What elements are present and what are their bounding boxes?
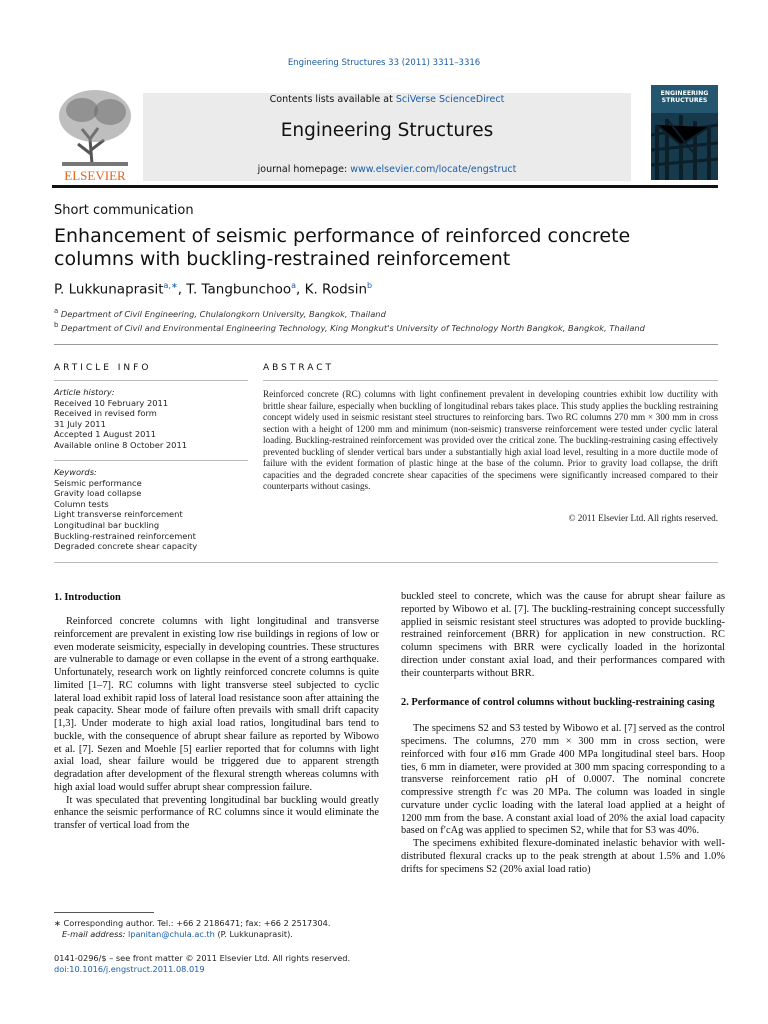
author-name: K. Rodsin [304,281,368,298]
keyword-item[interactable]: Degraded concrete shear capacity [54,541,198,552]
title-divider [54,344,718,345]
history-item: Received 10 February 2011 [54,397,169,408]
contents-prefix: Contents lists available at [269,94,396,105]
doi-link[interactable]: doi:10.1016/j.engstruct.2011.08.019 [54,964,205,974]
elsevier-logo [52,84,138,184]
paragraph: It was speculated that preventing longitudinal bar buckling would greatly enhance the seismic performance of RC columns since it would eliminate the transfer of vertical load from the [54,794,379,831]
paragraph: Reinforced concrete columns with light longitudinal and transverse reinforcement are prevalent in existing low rise buildings in regions of low or even moderate seismicity, especially in developing countries. These structures are vulnerable to damage or even collapse in the event of a strong earthquake. Unfortunately, research work on lightly reinforced concrete columns is quite limited [1–7]. RC columns with light transverse steel subjected to cyclic lateral load exhibit rapid loss of lateral load resistance soon after attaining the peak capacity. Shear mode of failure often prevails with small drift capacity [1,3]. Under moderate to high axial load ratios, longitudinal bars tend to buckle, with the consequence of abrupt shear failure as reported by Wibowo et al. [7]. Sezen and Moehle [5] earlier reported that for columns with light axial load, shear failure would be triggered due to apparent strength degradation after development of the flexural strength whereas columns with high axial load would suffer abrupt shear compression failure. [54,616,379,793]
article-title: Enhancement of seismic performance of reinforced concrete columns with buckling-restrained reinforcement [54,225,631,270]
author-sup[interactable]: a [291,281,297,290]
homepage-prefix: journal homepage: [257,164,351,175]
left-column [54,591,379,833]
cover-line-1: ENGINEERING [660,90,709,97]
affiliation-sup: b [54,321,59,329]
article-type: Short communication [54,203,194,218]
history-item: Available online 8 October 2011 [54,439,188,450]
email-label: E-mail address: [62,929,128,939]
header-rule [52,185,718,188]
email-link[interactable]: lpanitan@chula.ac.th [127,929,215,939]
abstract-heading: ABSTRACT [263,363,335,373]
keywords-list [54,467,248,552]
footnote-mark: ∗ [54,918,61,928]
copyright-notice: © 2011 Elsevier Ltd. All rights reserved. [568,513,718,523]
history-item: Received in revised form [54,408,157,419]
keyword-item[interactable]: Column tests [54,498,109,509]
email-suffix: (P. Lukkunaprasit). [214,929,293,939]
elsevier-tree-icon [52,84,138,184]
paragraph: The specimens exhibited flexure-dominated inelastic behavior with well-distributed flexural cracks up to the peak strength at about 1.5% and 1.0% drifts for specimens S2 (20% axial load ratio) [401,838,725,875]
keywords-rule [54,460,248,461]
author-name: P. Lukkunaprasit [54,281,164,298]
homepage-line [143,164,631,175]
article-info-heading: ARTICLE INFO [54,363,152,373]
affiliation-text: Department of Civil Engineering, Chulalongkorn University, Bangkok, Thailand [60,308,386,319]
affiliation-sup: a [54,307,59,315]
sciencedirect-link[interactable]: SciVerse ScienceDirect [395,94,505,105]
keyword-item[interactable]: Gravity load collapse [54,488,142,499]
author-sup[interactable]: b [367,281,373,290]
keyword-item[interactable]: Buckling-restrained reinforcement [54,530,196,541]
paragraph: The specimens S2 and S3 tested by Wibowo et al. [7] served as the control specimens. The columns, 270 mm × 300 mm in cross section, were reinforced with four ø16 mm Grade 400 MPa longitudinal steel bars. Hoop ties, 6 mm in diameter, were provided at 300 mm spacing corresponding to a transverse reinforcement ratio ρH of 0.0007. The nominal concrete compressive strength f′c was 20 MPa. The column was loaded in single curvature under cyclic loading with the lateral load applied at a height of 1200 mm from the base. A constant axial load of 20% the axial load capacity based on f′cAg was applied to specimen S2, while that for S3 was 40%. [401,723,725,837]
history-item: 31 July 2011 [54,418,106,429]
affiliation-b [54,321,645,333]
keyword-item[interactable]: Light transverse reinforcement [54,509,183,520]
history-label: Article history: [54,387,115,397]
section-1-heading: 1. Introduction [54,592,121,603]
cover-title [651,90,718,104]
right-column [401,591,725,876]
affiliation-a [54,307,386,319]
footnote [54,918,384,940]
history-item: Accepted 1 August 2011 [54,429,156,440]
homepage-link[interactable]: www.elsevier.com/locate/engstruct [350,164,517,175]
keywords-label: Keywords: [54,467,97,477]
section-2-heading: 2. Performance of control columns without buckling-restraining casing [401,697,715,709]
abstract-text: Reinforced concrete (RC) columns with light confinement prevalent in developing countries exhibit low ductility with brittle shear failure, especially when buckling of longitudinal rebars takes place. This study applies the buckling restraining concept widely used in seismic resistant steel structures to reinforcing bars. Two RC columns 270 mm × 300 mm in cross section with a height of 1200 mm and minimum (non-seismic) transverse reinforcement were tested under cyclic lateral loading. Buckling-restrained reinforcement was provided over the critical zone. The buckling-restraining casing effectively prevented buckling of slender vertical bars under a substantially high axial load level, resulting in a more ductile mode of failure with the evident formation of plastic hinge at the base of the column. Prior to gravity load collapse, the drift capacities and the degraded concrete shear capacities of the specimens were significantly increased compared to their counterparts without casings. [263,389,718,491]
article-history [54,387,248,451]
author-sup[interactable]: a,∗ [163,281,178,290]
journal-citation: Engineering Structures 33 (2011) 3311–3316 [287,58,481,68]
author-name: T. Tangbunchoo [186,281,292,298]
keyword-item[interactable]: Seismic performance [54,477,142,488]
keyword-item[interactable]: Longitudinal bar buckling [54,519,160,530]
issn-line: 0141-0296/$ – see front matter © 2011 Elsevier Ltd. All rights reserved. [54,953,351,963]
contents-line [143,94,631,105]
paragraph: buckled steel to concrete, which was the cause for abrupt shear failure as reported by Wibowo et al. [7]. The buckling-restraining concept successfully applied in seismic resistant steel structures was adopted to provide buckling-restrained reinforcement (BRR) for application in new construction. RC column specimens with BRR were cyclically loaded in the horizontal direction under constant axial load, and their performances compared with their counterparts without BRR. [401,591,725,679]
article-info-rule [54,380,248,381]
journal-name: Engineering Structures [280,120,494,141]
bottom-meta [54,953,350,975]
affiliation-text: Department of Civil and Environmental Engineering Technology, King Mongkut's University of Technology North Bangkok, Bangkok, Thailand [61,322,645,333]
footnote-rule [54,912,154,913]
publisher-name: ELSEVIER [64,168,126,183]
abstract-rule [263,380,718,381]
corresponding-author: Corresponding author. Tel.: +66 2 2186471; fax: +66 2 2517304. [63,918,331,928]
author-list: P. Lukkunaprasit$^{a,∗}$, T. Tangbunchoo$^a$, K. Rodsin$^b$ [54,281,373,298]
abstract-divider [54,562,718,563]
cover-line-2: STRUCTURES [661,97,708,104]
